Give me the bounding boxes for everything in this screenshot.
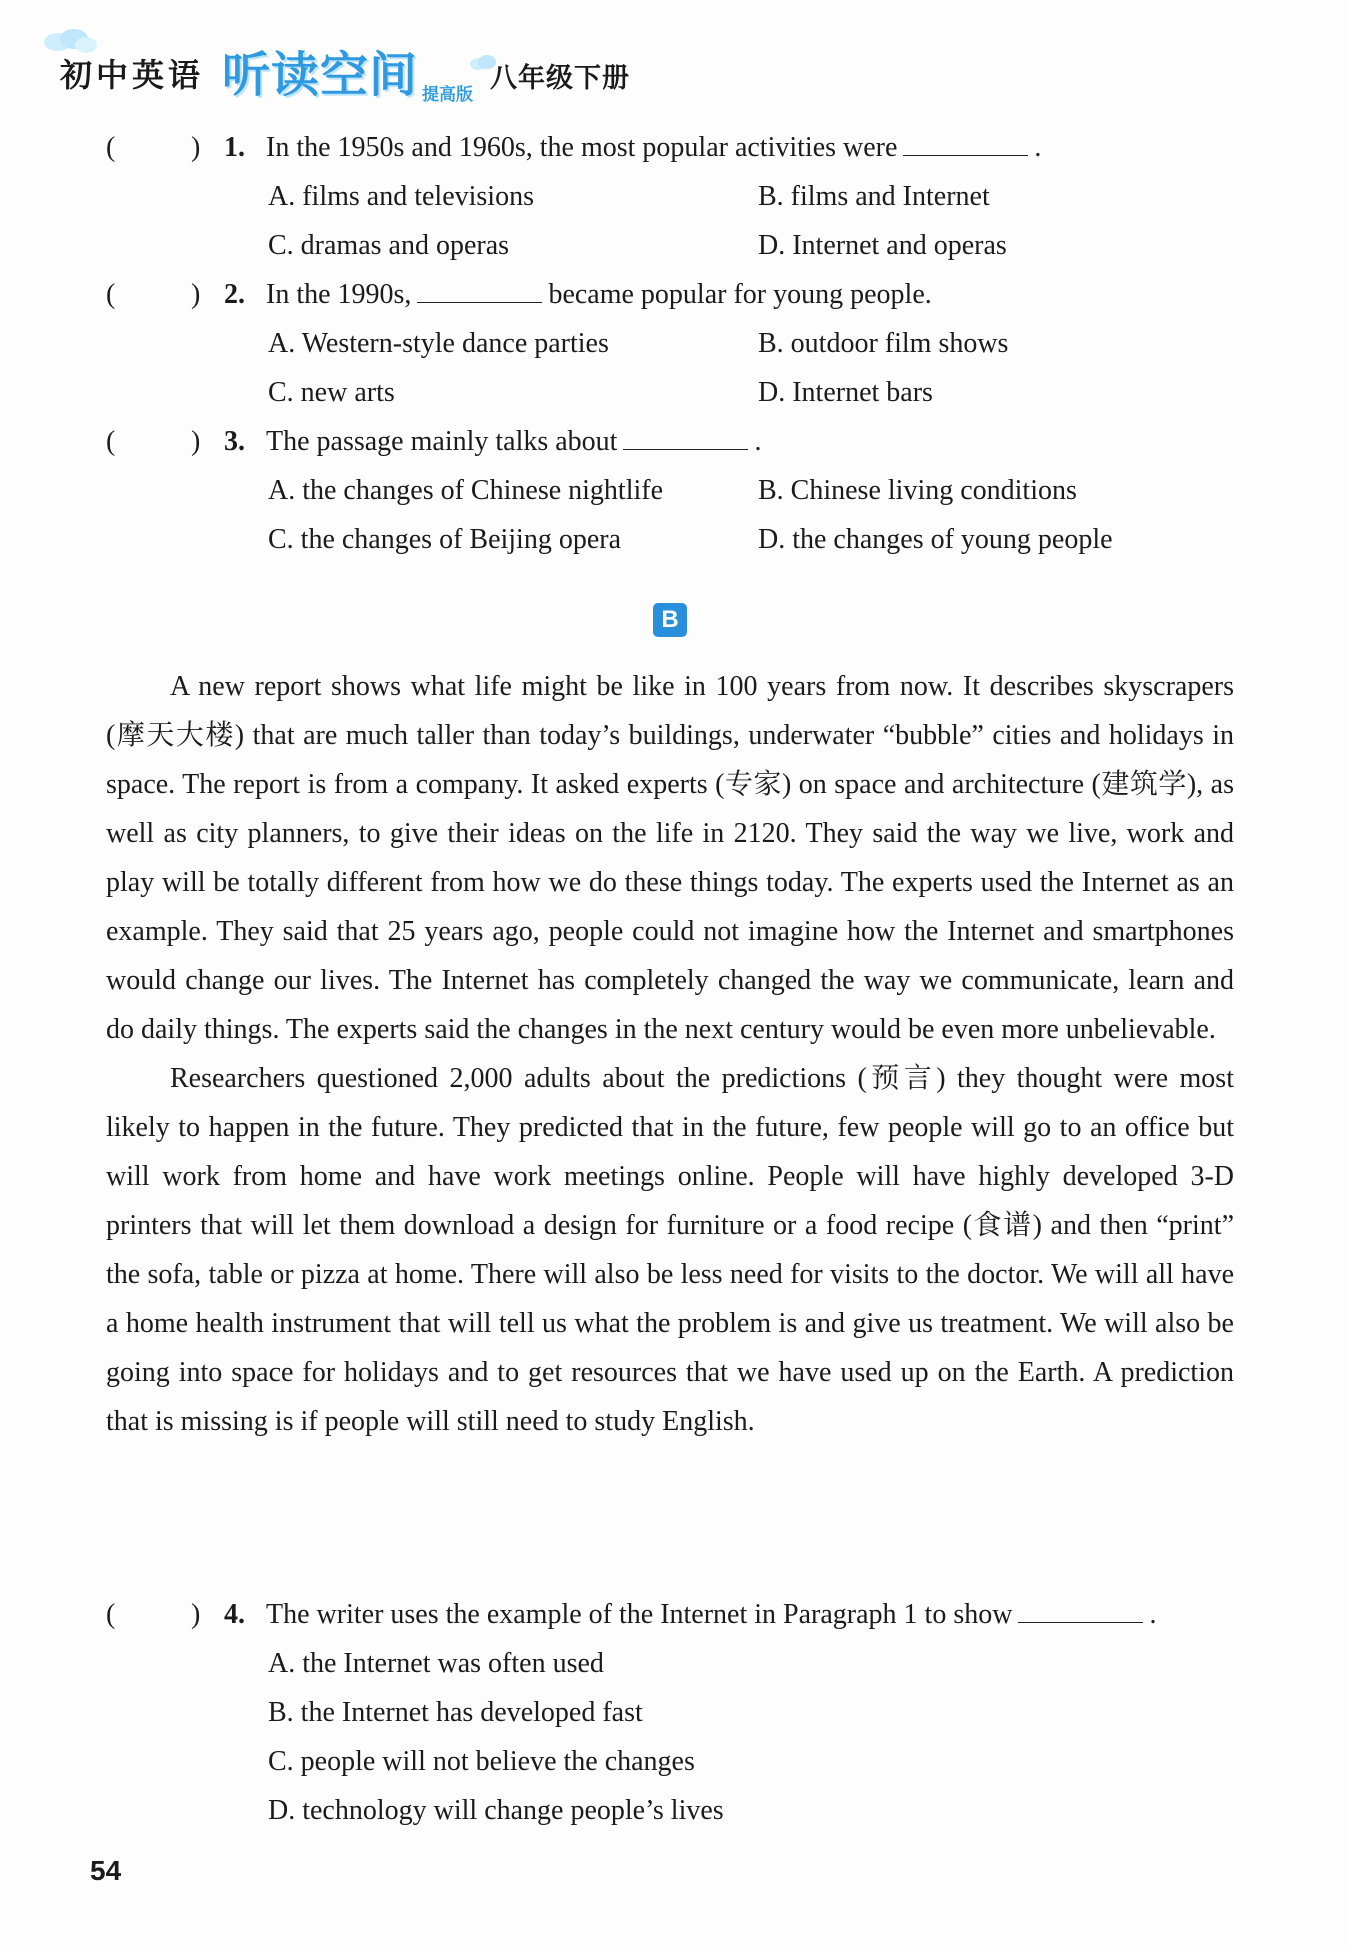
option-b: B. films and Internet — [758, 181, 990, 212]
question-number: 2. — [224, 279, 245, 310]
reading-passage — [106, 662, 1234, 1446]
answer-blank — [417, 276, 542, 303]
option-c: C. people will not believe the changes — [268, 1746, 695, 1777]
page-header — [38, 28, 738, 108]
option-a: A. films and televisions — [268, 181, 534, 212]
option-a: A. the changes of Chinese nightlife — [268, 475, 664, 506]
question-stem: In the 1990s, became popular for young people. — [266, 275, 932, 315]
answer-paren-close: ) — [191, 132, 201, 163]
answer-paren-open: ( — [106, 426, 116, 457]
series-title: 初中英语 — [60, 56, 205, 94]
answer-paren-open: ( — [106, 279, 116, 310]
question-number: 3. — [224, 426, 245, 457]
answer-paren-close: ) — [191, 426, 201, 457]
option-c: C. the changes of Beijing opera — [268, 524, 622, 555]
option-b: B. the Internet has developed fast — [268, 1697, 643, 1728]
answer-paren-close: ) — [191, 279, 201, 310]
option-d: D. Internet bars — [758, 377, 933, 408]
option-c: C. dramas and operas — [268, 230, 510, 261]
option-b: B. Chinese living conditions — [758, 475, 1077, 506]
question-stem: The writer uses the example of the Internet in Paragraph 1 to show . — [266, 1595, 1156, 1635]
option-c: C. new arts — [268, 377, 395, 408]
question-stem: In the 1950s and 1960s, the most popular activities were . — [266, 128, 1041, 168]
option-b: B. outdoor film shows — [758, 328, 1009, 359]
question-number: 4. — [224, 1599, 245, 1630]
answer-paren-open: ( — [106, 1599, 116, 1630]
option-a: A. Western-style dance parties — [268, 328, 609, 359]
passage-paragraph-2: Researchers questioned 2,000 adults about the predictions (预言) they thought were most likely to happen in the future. They predicted that in the future, few people will go to an office but will work from home and have work meetings online. People will have highly developed 3-D printers that will let them download a design for furniture or a food recipe (食谱) and then “print” the sofa, table or pizza at home. There will also be less need for visits to the doctor. We will all have a home health instrument that will tell us what the problem is and give us treatment. We will also be going into space for holidays and to get resources that we have used up on the Earth. A prediction that is missing is if people will still need to study English. — [106, 1063, 1234, 1437]
edition-label: 提高版 — [422, 85, 473, 105]
answer-blank — [903, 129, 1028, 156]
option-d: D. Internet and operas — [758, 230, 1007, 261]
section-badge: B — [653, 603, 687, 637]
option-d: D. the changes of young people — [758, 524, 1113, 555]
answer-blank — [1018, 1596, 1143, 1623]
grade-label: 八年级下册 — [490, 63, 630, 94]
answer-paren-close: ) — [191, 1599, 201, 1630]
question-stem: The passage mainly talks about . — [266, 422, 761, 462]
page-number: 54 — [90, 1855, 122, 1886]
passage-paragraph-1: A new report shows what life might be like in 100 years from now. It describes skyscrapers (摩天大楼) that are much taller than today’s buildings, underwater “bubble” cities and holidays in space. The report is from a company. It asked experts (专家) on space and architecture (建筑学), as well as city planners, to give their ideas on the life in 2120. They said the way we live, work and play will be totally different from how we do these things today. The experts used the Internet as an example. They said that 25 years ago, people could not imagine how the Internet and smartphones would change our lives. The Internet has completely changed the way we communicate, learn and do daily things. The experts said the changes in the next century would be even more unbelievable. — [106, 671, 1234, 1045]
question-number: 1. — [224, 132, 245, 163]
answer-blank — [623, 423, 748, 450]
brand-logo: 听读空间 — [222, 47, 419, 103]
option-a: A. the Internet was often used — [268, 1648, 604, 1679]
answer-paren-open: ( — [106, 132, 116, 163]
option-d: D. technology will change people’s lives — [268, 1795, 724, 1826]
